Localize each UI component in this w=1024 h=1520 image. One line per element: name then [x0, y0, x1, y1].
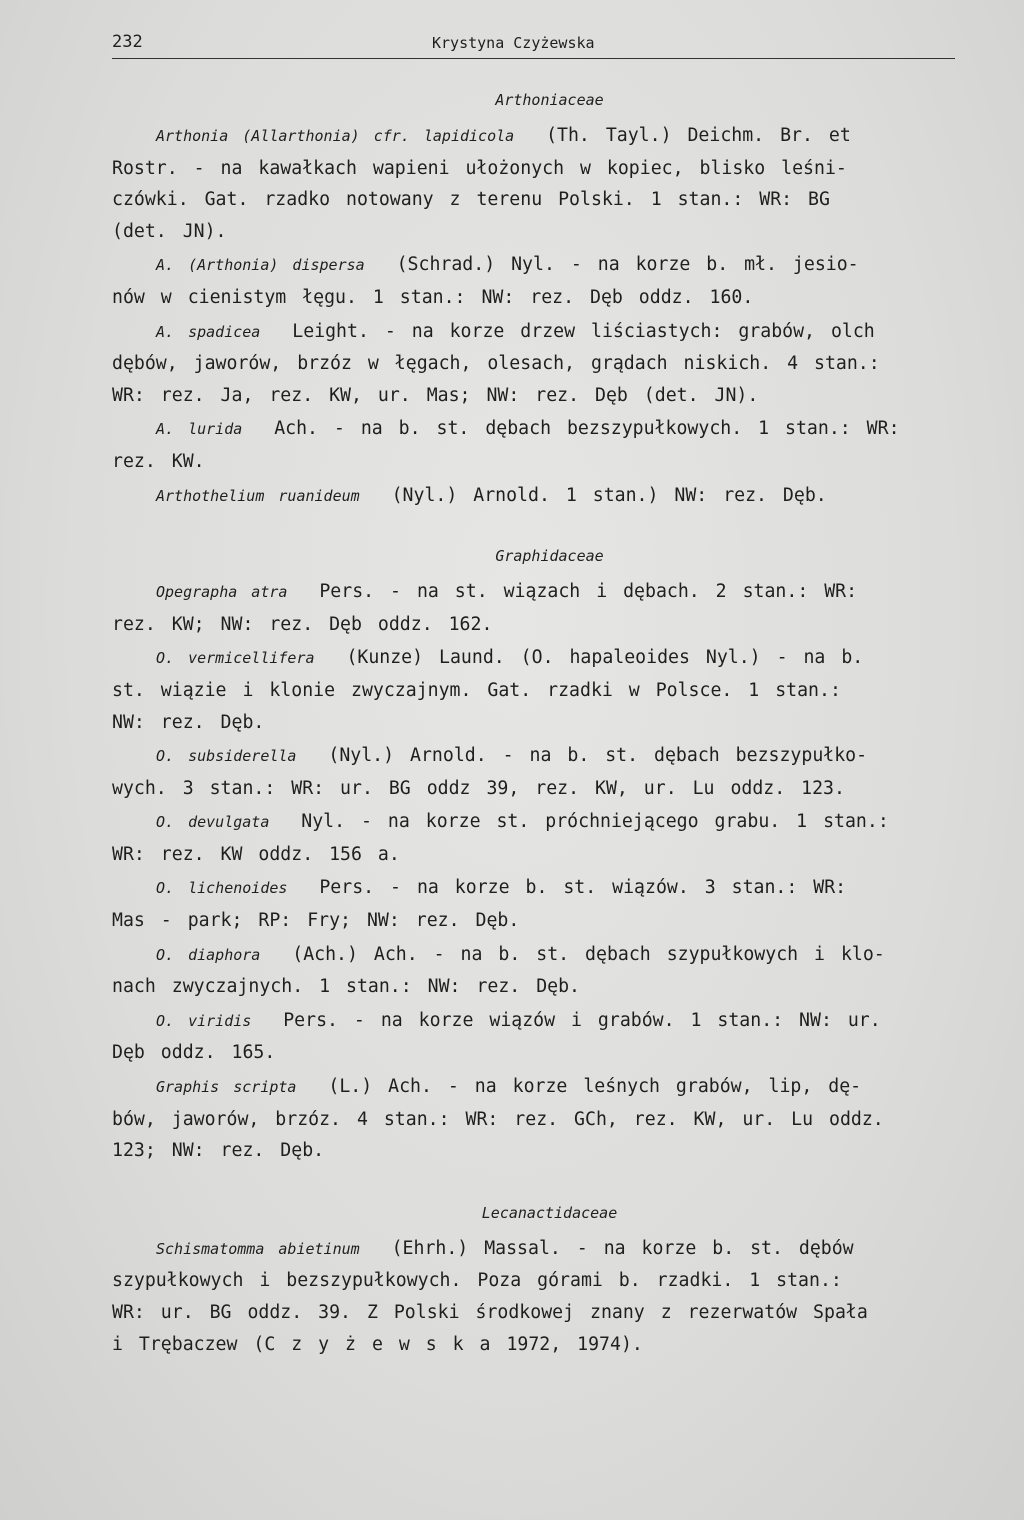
species-name: O. viridis — [156, 1011, 252, 1030]
species-entry — [112, 480, 957, 513]
entry-line: NW: rez. Dęb. — [112, 711, 265, 733]
species-entry — [112, 740, 957, 804]
entry-first-line — [112, 249, 957, 282]
entry-first-line — [112, 1071, 957, 1104]
page-number: 232 — [112, 32, 143, 52]
species-entry — [112, 806, 957, 870]
section-heading: Lecanactidaceae — [481, 1203, 618, 1222]
entry-text: (L.) Ach. - na korze leśnych grabów, lip, dę- — [328, 1076, 862, 1098]
species-name: A. (Arthonia) dispersa — [156, 256, 365, 275]
species-name: O. diaphora — [156, 945, 261, 964]
entry-line: wych. 3 stan.: WR: ur. BG oddz 39, rez. KW, ur. Lu oddz. 123. — [112, 777, 845, 799]
spacer — [112, 514, 957, 536]
entry-line: nach zwyczajnych. 1 stan.: NW: rez. Dęb. — [112, 976, 580, 998]
entry-line: bów, jaworów, brzóz. 4 stan.: WR: rez. GCh, rez. KW, ur. Lu oddz. — [112, 1108, 884, 1130]
entry-first-line — [112, 806, 957, 839]
entry-first-line — [112, 316, 957, 349]
species-entry — [112, 576, 957, 640]
document-body — [112, 80, 957, 1362]
entry-line: Mas - park; RP: Fry; NW: rez. Dęb. — [112, 910, 520, 932]
entry-text: Pers. - na korze wiązów i grabów. 1 stan.: NW: ur. — [283, 1009, 881, 1031]
entry-text: Nyl. - na korze st. próchniejącego grabu. 1 stan.: — [301, 811, 889, 833]
species-name: Opegrapha atra — [156, 583, 288, 602]
species-entry — [112, 872, 957, 936]
entry-line: rez. KW. — [112, 450, 205, 472]
entry-first-line — [112, 413, 957, 446]
entry-line: Dęb oddz. 165. — [112, 1042, 276, 1064]
entry-first-line — [112, 480, 957, 513]
species-entry — [112, 413, 957, 477]
entry-line: (det. JN). — [112, 220, 227, 242]
entry-line: czówki. Gat. rzadko notowany z terenu Polski. 1 stan.: WR: BG — [112, 189, 830, 211]
page-header — [112, 30, 955, 59]
entry-line: i Trębaczew (C z y ż e w s k a 1972, 1974). — [112, 1333, 643, 1355]
species-name: Arthonia (Allarthonia) cfr. lapidicola — [156, 127, 515, 145]
species-entry — [112, 249, 957, 313]
entry-text: (Schrad.) Nyl. - na korze b. mł. jesio- — [396, 254, 859, 276]
entry-first-line — [112, 120, 957, 153]
entry-first-line — [112, 1233, 957, 1266]
entry-line: nów w cienistym łęgu. 1 stan.: NW: rez. Dęb oddz. 160. — [112, 286, 754, 308]
species-name: Arthothelium ruanideum — [156, 486, 360, 505]
entry-text: Pers. - na korze b. st. wiązów. 3 stan.: WR: — [319, 877, 847, 899]
entry-line: rez. KW; NW: rez. Dęb oddz. 162. — [112, 613, 493, 635]
species-entry — [112, 316, 957, 412]
species-entry — [112, 1071, 957, 1167]
species-name: A. lurida — [156, 420, 243, 439]
entry-text: (Nyl.) Arnold. - na b. st. dębach bezszypułko- — [328, 745, 868, 767]
entry-text: (Ach.) Ach. - na b. st. dębach szypułkowych i klo- — [292, 943, 885, 965]
entry-line: WR: rez. KW oddz. 156 a. — [112, 843, 400, 865]
entry-text: (Th. Tayl.) Deichm. Br. et — [546, 125, 851, 146]
entry-first-line — [112, 576, 957, 609]
species-name: O. vermicellifera — [156, 649, 315, 668]
species-entry — [112, 1005, 957, 1069]
species-entry — [112, 1233, 957, 1360]
species-name: A. spadicea — [156, 322, 261, 341]
entry-line: WR: ur. BG oddz. 39. Z Polski środkowej znany z rezerwatów Spała — [112, 1302, 868, 1323]
species-name: O. lichenoides — [156, 879, 288, 898]
entry-text: Ach. - na b. st. dębach bezszypułkowych. 1 stan.: WR: — [274, 418, 900, 440]
species-name: Schismatomma abietinum — [156, 1239, 360, 1258]
entry-line: WR: rez. Ja, rez. KW, ur. Mas; NW: rez. Dęb (det. JN). — [112, 384, 759, 406]
entry-line: szypułkowych i bezszypułkowych. Poza górami b. rzadki. 1 stan.: — [112, 1270, 842, 1292]
species-entry — [112, 120, 957, 247]
species-name: Graphis scripta — [156, 1078, 297, 1097]
section-heading: Arthoniaceae — [495, 91, 604, 109]
entry-line: st. wiązie i klonie zwyczajnym. Gat. rzadki w Polsce. 1 stan.: — [112, 679, 841, 701]
entry-first-line — [112, 872, 957, 905]
species-name: O. subsiderella — [156, 747, 297, 766]
entry-text: (Kunze) Laund. (O. hapaleoides Nyl.) - na b. — [346, 647, 864, 669]
entry-line: 123; NW: rez. Dęb. — [112, 1140, 325, 1162]
running-head: Krystyna Czyżewska — [432, 34, 595, 52]
entry-text: (Ehrh.) Massal. - na korze b. st. dębów — [391, 1237, 854, 1259]
spacer — [112, 1169, 957, 1193]
section-heading: Graphidaceae — [495, 547, 604, 566]
entry-text: Pers. - na st. wiązach i dębach. 2 stan.: WR: — [319, 581, 858, 603]
entry-line: dębów, jaworów, brzóz w łęgach, olesach, grądach niskich. 4 stan.: — [112, 353, 880, 375]
entry-text: (Nyl.) Arnold. 1 stan.) NW: rez. Dęb. — [391, 484, 827, 506]
entry-first-line — [112, 642, 957, 675]
entry-first-line — [112, 740, 957, 773]
entry-first-line — [112, 1005, 957, 1038]
entry-line: Rostr. - na kawałkach wapieni ułożonych w kopiec, blisko leśni- — [112, 157, 847, 179]
species-entry — [112, 939, 957, 1003]
species-name: O. devulgata — [156, 813, 270, 832]
entry-first-line — [112, 939, 957, 972]
species-entry — [112, 642, 957, 738]
entry-text: Leight. - na korze drzew liściastych: grabów, olch — [292, 320, 875, 342]
